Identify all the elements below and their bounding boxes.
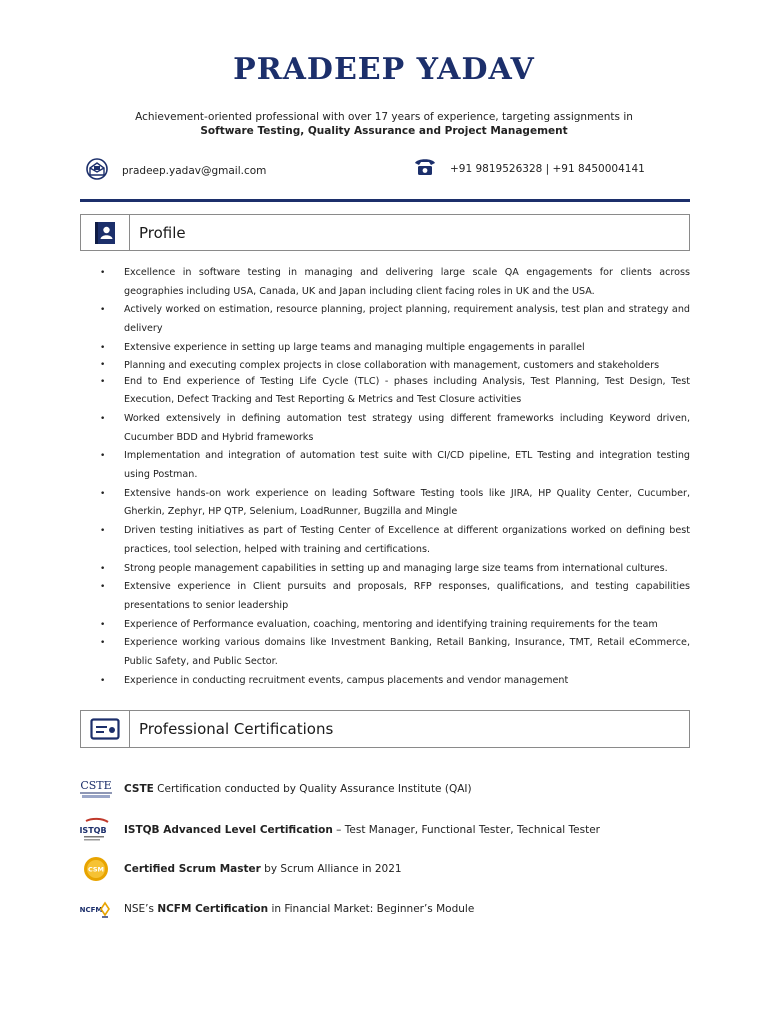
profile-card-icon bbox=[81, 215, 130, 250]
profile-item: • Worked extensively in defining automation test strategy using different frameworks including Keyword driven, Cucumber BDD and Hybrid frameworks bbox=[104, 410, 690, 447]
profile-section-header bbox=[80, 214, 690, 251]
profile-item: • Experience of Performance evaluation, coaching, mentoring and identifying training requirements for the team bbox=[104, 616, 690, 635]
csm-badge-logo bbox=[78, 856, 114, 882]
profile-item: • Planning and executing complex projects in close collaboration with management, customers and stakeholders bbox=[104, 358, 690, 373]
istqb-logo-text: ISTQB bbox=[79, 826, 107, 835]
ncfm-logo-text: NCFM bbox=[79, 906, 103, 914]
summary-line: Achievement-oriented professional with over 17 years of experience, targeting assignments in bbox=[135, 111, 633, 123]
cert-text: ISTQB Advanced Level Certification – Test Manager, Functional Tester, Technical Tester bbox=[124, 824, 600, 836]
cert-row-istqb bbox=[78, 817, 600, 843]
profile-item: • Driven testing initiatives as part of Testing Center of Excellence at different organizations worked on defining best practices, tool selection, helped with training and certifications. bbox=[104, 522, 690, 559]
certifications-section-title: Professional Certifications bbox=[139, 720, 334, 738]
profile-item: • Excellence in software testing in managing and delivering large scale QA engagements for clients across geographies including USA, Canada, UK and Japan including client facing roles in UK and the USA. bbox=[104, 264, 690, 301]
cste-logo-text: CSTE bbox=[80, 779, 112, 792]
email-icon bbox=[86, 158, 108, 184]
csm-logo-text: CSM bbox=[87, 865, 105, 874]
profile-list bbox=[104, 264, 690, 690]
focus-areas: Software Testing, Quality Assurance and Project Management bbox=[200, 125, 568, 137]
contact-phone bbox=[414, 158, 645, 180]
contact-email bbox=[86, 158, 266, 184]
phone-numbers[interactable]: +91 9819526328 | +91 8450004141 bbox=[450, 163, 645, 175]
profile-item: • Extensive hands-on work experience on leading Software Testing tools like JIRA, HP Quality Center, Cucumber, Gherkin, Zephyr, HP QTP, Selenium, LoadRunner, Bugzilla and Mingle bbox=[104, 485, 690, 522]
cert-text: NSE’s NCFM Certification in Financial Market: Beginner’s Module bbox=[124, 903, 475, 915]
cert-row-csm bbox=[78, 856, 402, 882]
istqb-logo bbox=[78, 817, 114, 843]
profile-item: • Implementation and integration of automation test suite with CI/CD pipeline, ETL Testing and integration testing using Postman. bbox=[104, 447, 690, 484]
cert-row-cste bbox=[78, 776, 472, 802]
email-address[interactable]: pradeep.yadav@gmail.com bbox=[122, 165, 267, 177]
professional-summary bbox=[0, 110, 768, 138]
phone-icon bbox=[414, 158, 436, 180]
profile-item: • Extensive experience in Client pursuits and proposals, RFP responses, qualifications, and testing capabilities presentations to senior leadership bbox=[104, 578, 690, 615]
profile-section-title: Profile bbox=[139, 223, 186, 242]
profile-item: • Actively worked on estimation, resource planning, project planning, requirement analysis, test plan and strategy and delivery bbox=[104, 301, 690, 338]
certificate-icon bbox=[81, 711, 130, 747]
profile-item: • Extensive experience in setting up large teams and managing multiple engagements in parallel bbox=[104, 339, 690, 358]
profile-item: • Experience in conducting recruitment events, campus placements and vendor management bbox=[104, 672, 690, 691]
ncfm-logo bbox=[78, 896, 114, 922]
cert-text: Certified Scrum Master by Scrum Alliance in 2021 bbox=[124, 863, 402, 875]
candidate-name: PRADEEP YADAV bbox=[233, 52, 535, 87]
cste-logo bbox=[78, 776, 114, 802]
certifications-section-header bbox=[80, 710, 690, 748]
header-divider bbox=[80, 199, 690, 202]
cert-row-ncfm bbox=[78, 896, 474, 922]
cert-text: CSTE Certification conducted by Quality Assurance Institute (QAI) bbox=[124, 783, 472, 795]
profile-item: • Strong people management capabilities in setting up and managing large size teams from international cultures. bbox=[104, 560, 690, 579]
profile-item: • Experience working various domains like Investment Banking, Retail Banking, Insurance, TMT, Retail eCommerce, Public Safety, and Public Sector. bbox=[104, 634, 690, 671]
profile-item: • End to End experience of Testing Life Cycle (TLC) - phases including Analysis, Test Planning, Test Design, Test Execution, Defect Tracking and Test Reporting & Metrics and Test Closure activities bbox=[104, 373, 690, 410]
